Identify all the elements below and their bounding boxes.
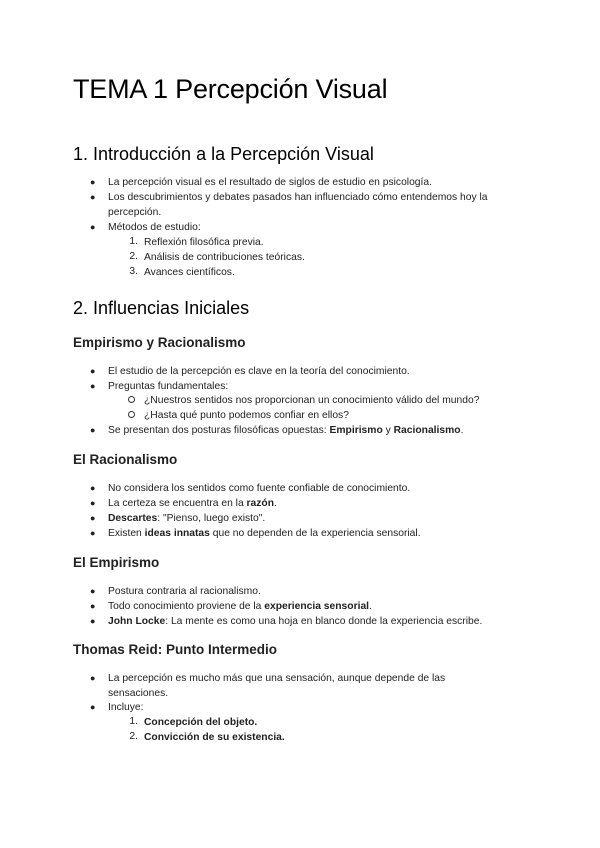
rac-bullet-2: La certeza se encuentra en la razón.: [108, 498, 277, 509]
bullet-dot: ●: [90, 381, 96, 391]
bullet-dot: ●: [90, 498, 96, 508]
reid-bullet-1-line-2: sensaciones.: [108, 688, 169, 699]
section-1-heading: 1. Introducción a la Percepción Visual: [73, 144, 374, 164]
list-number: 3.: [129, 266, 138, 277]
bullet-dot: ●: [90, 586, 96, 596]
list-number: 1.: [129, 716, 138, 727]
rac-bullet-3: Descartes: "Pienso, luego existo".: [108, 513, 266, 524]
reid-item-1: Concepción del objeto.: [144, 717, 258, 728]
subheading-empirismo: El Empirismo: [73, 555, 160, 570]
list-number: 2.: [129, 731, 138, 742]
bullet-dot: ●: [90, 222, 96, 232]
bullet-dot: ●: [90, 601, 96, 611]
s1-bullet-2-line-1: Los descubrimientos y debates pasados han influenciado cómo entendemos hoy la: [108, 192, 488, 203]
rac-bullet-4: Existen ideas innatas que no dependen de la experiencia sensorial.: [108, 528, 421, 539]
bullet-dot: ●: [90, 483, 96, 493]
subheading-empirismo-racionalismo: Empirismo y Racionalismo: [73, 335, 246, 350]
emp-bullet-3: John Locke: La mente es como una hoja en blanco donde la experiencia escribe.: [108, 616, 483, 627]
s1-bullet-2-line-2: percepción.: [108, 207, 162, 218]
s1-bullet-3: Métodos de estudio:: [108, 222, 201, 233]
er-bullet-3: Se presentan dos posturas filosóficas opuestas: Empirismo y Racionalismo.: [108, 425, 464, 436]
rac-bullet-1: No considera los sentidos como fuente confiable de conocimiento.: [108, 483, 411, 494]
subheading-thomas-reid: Thomas Reid: Punto Intermedio: [73, 642, 278, 657]
method-item-2: Análisis de contribuciones teóricas.: [144, 252, 305, 263]
bullet-dot: ●: [90, 673, 96, 683]
method-item-1: Reflexión filosófica previa.: [144, 237, 264, 248]
subheading-racionalismo: El Racionalismo: [73, 452, 178, 467]
bullet-dot: ●: [90, 366, 96, 376]
bullet-dot: ●: [90, 177, 96, 187]
reid-item-2: Convicción de su existencia.: [144, 732, 285, 743]
er-bullet-1: El estudio de la percepción es clave en la teoría del conocimiento.: [108, 366, 410, 377]
question-2: ¿Hasta qué punto podemos confiar en ellos?: [144, 410, 349, 421]
bullet-dot: ●: [90, 425, 96, 435]
emp-bullet-1: Postura contraria al racionalismo.: [108, 586, 261, 597]
er-bullet-2: Preguntas fundamentales:: [108, 381, 229, 392]
s1-bullet-1: La percepción visual es el resultado de siglos de estudio en psicología.: [108, 177, 432, 188]
bullet-dot: ●: [90, 513, 96, 523]
bullet-dot: ●: [90, 702, 96, 712]
list-number: 2.: [129, 251, 138, 262]
question-1: ¿Nuestros sentidos nos proporcionan un conocimiento válido del mundo?: [144, 395, 480, 406]
sub-bullet-circle: [128, 411, 135, 418]
bullet-dot: ●: [90, 616, 96, 626]
method-item-3: Avances científicos.: [144, 267, 235, 278]
sub-bullet-circle: [128, 396, 135, 403]
section-2-heading: 2. Influencias Iniciales: [73, 298, 250, 318]
emp-bullet-2: Todo conocimiento proviene de la experiencia sensorial.: [108, 601, 372, 612]
list-number: 1.: [129, 236, 138, 247]
bullet-dot: ●: [90, 192, 96, 202]
document-title: TEMA 1 Percepción Visual: [73, 74, 388, 104]
reid-bullet-1-line-1: La percepción es mucho más que una sensación, aunque depende de las: [108, 673, 446, 684]
bullet-dot: ●: [90, 528, 96, 538]
reid-bullet-2: Incluye:: [108, 702, 144, 713]
